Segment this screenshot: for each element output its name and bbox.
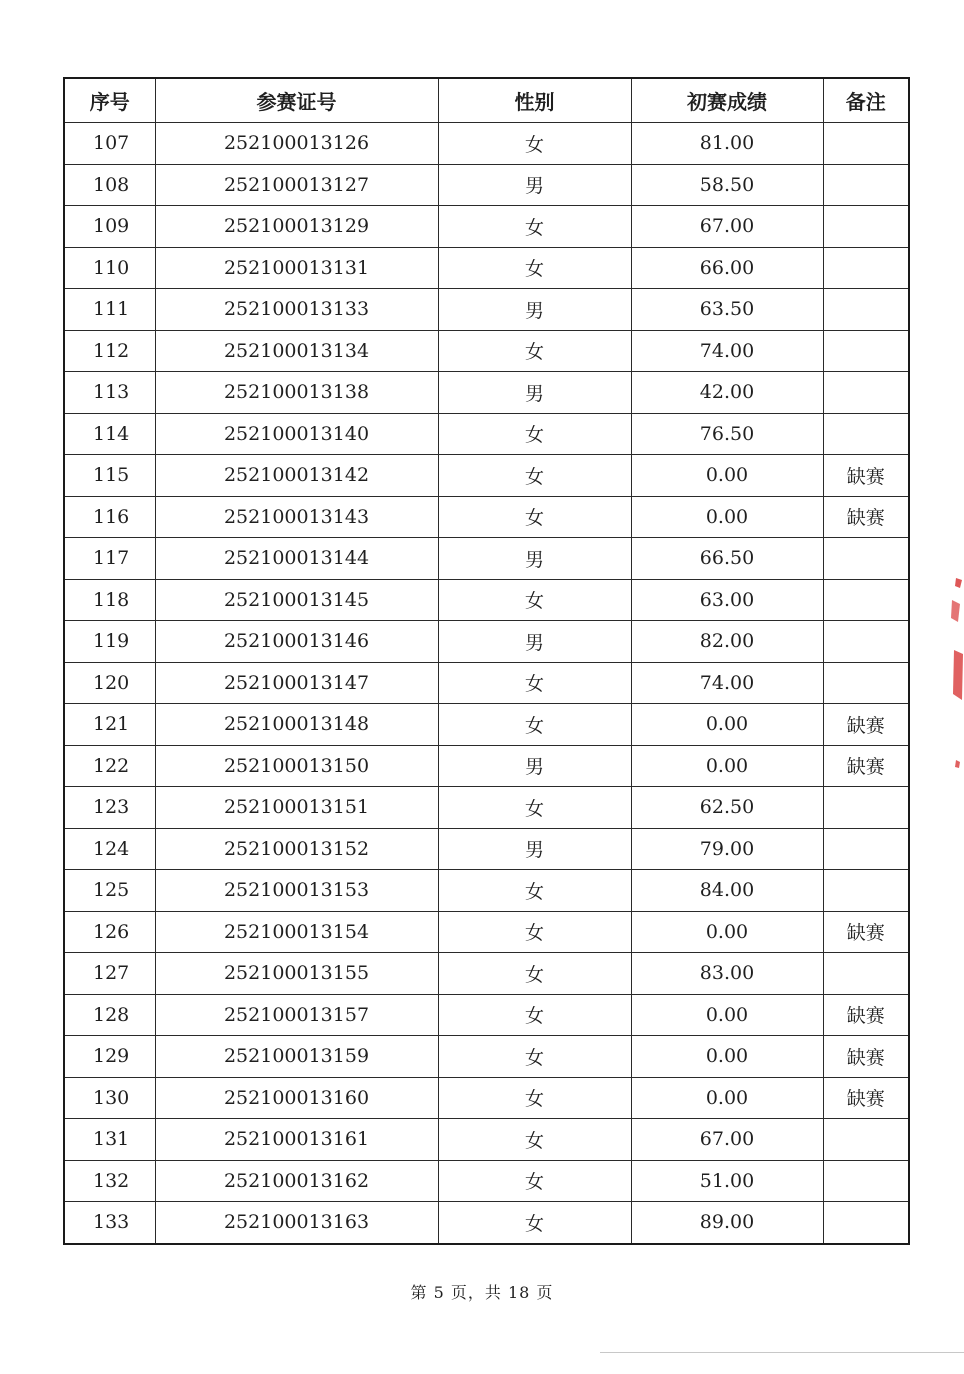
cell-remark <box>823 289 909 331</box>
table-row <box>64 745 909 787</box>
cell-score: 0.00 <box>631 994 823 1036</box>
cell-score: 63.00 <box>631 579 823 621</box>
cell-entry-id: 252100013148 <box>155 704 438 746</box>
cell-gender: 女 <box>438 496 631 538</box>
cell-remark <box>823 1202 909 1244</box>
cell-seq: 124 <box>64 828 155 870</box>
cell-score: 82.00 <box>631 621 823 663</box>
cell-remark <box>823 123 909 165</box>
table-row <box>64 247 909 289</box>
cell-remark: 缺赛 <box>823 704 909 746</box>
cell-entry-id: 252100013151 <box>155 787 438 829</box>
cell-seq: 111 <box>64 289 155 331</box>
table-row <box>64 538 909 580</box>
table-row <box>64 330 909 372</box>
table-row <box>64 911 909 953</box>
results-table-container <box>63 77 908 1245</box>
cell-remark <box>823 206 909 248</box>
cell-gender: 女 <box>438 662 631 704</box>
cell-remark: 缺赛 <box>823 745 909 787</box>
cell-entry-id: 252100013134 <box>155 330 438 372</box>
cell-entry-id: 252100013147 <box>155 662 438 704</box>
table-row <box>64 1119 909 1161</box>
cell-gender: 男 <box>438 745 631 787</box>
table-body <box>64 123 909 1244</box>
cell-seq: 133 <box>64 1202 155 1244</box>
cell-entry-id: 252100013150 <box>155 745 438 787</box>
cell-remark <box>823 372 909 414</box>
cell-entry-id: 252100013146 <box>155 621 438 663</box>
cell-seq: 107 <box>64 123 155 165</box>
cell-gender: 女 <box>438 1119 631 1161</box>
cell-entry-id: 252100013131 <box>155 247 438 289</box>
table-row <box>64 662 909 704</box>
table-row <box>64 787 909 829</box>
cell-seq: 126 <box>64 911 155 953</box>
table-row <box>64 1036 909 1078</box>
cell-gender: 女 <box>438 579 631 621</box>
cell-entry-id: 252100013161 <box>155 1119 438 1161</box>
cell-remark <box>823 413 909 455</box>
cell-seq: 129 <box>64 1036 155 1078</box>
cell-remark <box>823 870 909 912</box>
cell-seq: 125 <box>64 870 155 912</box>
cell-gender: 男 <box>438 828 631 870</box>
cell-remark <box>823 579 909 621</box>
cell-seq: 122 <box>64 745 155 787</box>
cell-score: 76.50 <box>631 413 823 455</box>
cell-gender: 男 <box>438 164 631 206</box>
cell-entry-id: 252100013152 <box>155 828 438 870</box>
cell-entry-id: 252100013155 <box>155 953 438 995</box>
cell-entry-id: 252100013159 <box>155 1036 438 1078</box>
cell-gender: 女 <box>438 704 631 746</box>
cell-seq: 119 <box>64 621 155 663</box>
cell-entry-id: 252100013133 <box>155 289 438 331</box>
cell-remark <box>823 621 909 663</box>
cell-entry-id: 252100013127 <box>155 164 438 206</box>
results-table <box>63 77 910 1245</box>
cell-gender: 女 <box>438 1077 631 1119</box>
cell-seq: 130 <box>64 1077 155 1119</box>
cell-seq: 114 <box>64 413 155 455</box>
cell-score: 63.50 <box>631 289 823 331</box>
cell-score: 62.50 <box>631 787 823 829</box>
cell-remark <box>823 787 909 829</box>
cell-gender: 女 <box>438 247 631 289</box>
cell-gender: 女 <box>438 953 631 995</box>
cell-remark: 缺赛 <box>823 994 909 1036</box>
cell-gender: 男 <box>438 372 631 414</box>
table-row <box>64 579 909 621</box>
cell-score: 0.00 <box>631 911 823 953</box>
cell-score: 81.00 <box>631 123 823 165</box>
cell-remark: 缺赛 <box>823 455 909 497</box>
cell-score: 84.00 <box>631 870 823 912</box>
cell-gender: 男 <box>438 289 631 331</box>
table-row <box>64 206 909 248</box>
cell-entry-id: 252100013160 <box>155 1077 438 1119</box>
cell-gender: 女 <box>438 911 631 953</box>
stamp-fragment <box>946 570 964 780</box>
table-row <box>64 1202 909 1244</box>
cell-score: 51.00 <box>631 1160 823 1202</box>
cell-gender: 男 <box>438 621 631 663</box>
header-seq: 序号 <box>64 78 155 123</box>
cell-entry-id: 252100013143 <box>155 496 438 538</box>
cell-score: 74.00 <box>631 330 823 372</box>
cell-score: 89.00 <box>631 1202 823 1244</box>
cell-entry-id: 252100013126 <box>155 123 438 165</box>
cell-remark <box>823 1160 909 1202</box>
table-header-row <box>64 78 909 123</box>
cell-entry-id: 252100013142 <box>155 455 438 497</box>
header-score: 初赛成绩 <box>631 78 823 123</box>
cell-seq: 131 <box>64 1119 155 1161</box>
cell-gender: 女 <box>438 455 631 497</box>
table-row <box>64 1160 909 1202</box>
cell-seq: 112 <box>64 330 155 372</box>
cell-remark: 缺赛 <box>823 496 909 538</box>
cell-gender: 女 <box>438 1160 631 1202</box>
cell-seq: 118 <box>64 579 155 621</box>
cell-seq: 121 <box>64 704 155 746</box>
cell-remark: 缺赛 <box>823 911 909 953</box>
cell-remark <box>823 953 909 995</box>
cell-score: 67.00 <box>631 1119 823 1161</box>
table-row <box>64 164 909 206</box>
cell-score: 0.00 <box>631 455 823 497</box>
table-row <box>64 621 909 663</box>
cell-score: 42.00 <box>631 372 823 414</box>
cell-entry-id: 252100013162 <box>155 1160 438 1202</box>
cell-gender: 女 <box>438 413 631 455</box>
cell-score: 0.00 <box>631 745 823 787</box>
cell-score: 0.00 <box>631 496 823 538</box>
table-row <box>64 413 909 455</box>
table-row <box>64 953 909 995</box>
header-entry-id: 参赛证号 <box>155 78 438 123</box>
table-row <box>64 870 909 912</box>
table-row <box>64 455 909 497</box>
table-row <box>64 372 909 414</box>
table-row <box>64 289 909 331</box>
cell-gender: 女 <box>438 870 631 912</box>
cell-seq: 117 <box>64 538 155 580</box>
cell-seq: 132 <box>64 1160 155 1202</box>
cell-remark <box>823 828 909 870</box>
cell-gender: 女 <box>438 330 631 372</box>
cell-seq: 115 <box>64 455 155 497</box>
cell-remark <box>823 164 909 206</box>
cell-gender: 女 <box>438 787 631 829</box>
cell-score: 0.00 <box>631 1036 823 1078</box>
cell-score: 83.00 <box>631 953 823 995</box>
table-row <box>64 828 909 870</box>
cell-seq: 116 <box>64 496 155 538</box>
cell-remark <box>823 1119 909 1161</box>
cell-entry-id: 252100013154 <box>155 911 438 953</box>
cell-remark: 缺赛 <box>823 1036 909 1078</box>
page-number: 第 5 页，共 18 页 <box>410 1283 554 1302</box>
cell-entry-id: 252100013129 <box>155 206 438 248</box>
cell-gender: 女 <box>438 1036 631 1078</box>
cell-gender: 女 <box>438 1202 631 1244</box>
cell-score: 66.00 <box>631 247 823 289</box>
cell-score: 79.00 <box>631 828 823 870</box>
cell-score: 0.00 <box>631 1077 823 1119</box>
cell-seq: 110 <box>64 247 155 289</box>
header-remark: 备注 <box>823 78 909 123</box>
cell-gender: 女 <box>438 206 631 248</box>
cell-score: 67.00 <box>631 206 823 248</box>
cell-entry-id: 252100013144 <box>155 538 438 580</box>
cell-seq: 113 <box>64 372 155 414</box>
cell-seq: 127 <box>64 953 155 995</box>
table-row <box>64 496 909 538</box>
cell-seq: 108 <box>64 164 155 206</box>
cell-remark <box>823 330 909 372</box>
cell-gender: 女 <box>438 994 631 1036</box>
cell-entry-id: 252100013163 <box>155 1202 438 1244</box>
scan-edge-line <box>600 1352 964 1353</box>
cell-score: 58.50 <box>631 164 823 206</box>
cell-seq: 120 <box>64 662 155 704</box>
table-row <box>64 704 909 746</box>
cell-score: 0.00 <box>631 704 823 746</box>
cell-entry-id: 252100013157 <box>155 994 438 1036</box>
cell-gender: 女 <box>438 123 631 165</box>
cell-remark <box>823 662 909 704</box>
cell-score: 66.50 <box>631 538 823 580</box>
cell-seq: 109 <box>64 206 155 248</box>
cell-entry-id: 252100013140 <box>155 413 438 455</box>
cell-entry-id: 252100013145 <box>155 579 438 621</box>
table-row <box>64 1077 909 1119</box>
cell-seq: 123 <box>64 787 155 829</box>
cell-score: 74.00 <box>631 662 823 704</box>
cell-remark: 缺赛 <box>823 1077 909 1119</box>
header-gender: 性别 <box>438 78 631 123</box>
cell-remark <box>823 538 909 580</box>
cell-seq: 128 <box>64 994 155 1036</box>
table-row <box>64 123 909 165</box>
table-row <box>64 994 909 1036</box>
cell-gender: 男 <box>438 538 631 580</box>
cell-entry-id: 252100013153 <box>155 870 438 912</box>
cell-remark <box>823 247 909 289</box>
cell-entry-id: 252100013138 <box>155 372 438 414</box>
